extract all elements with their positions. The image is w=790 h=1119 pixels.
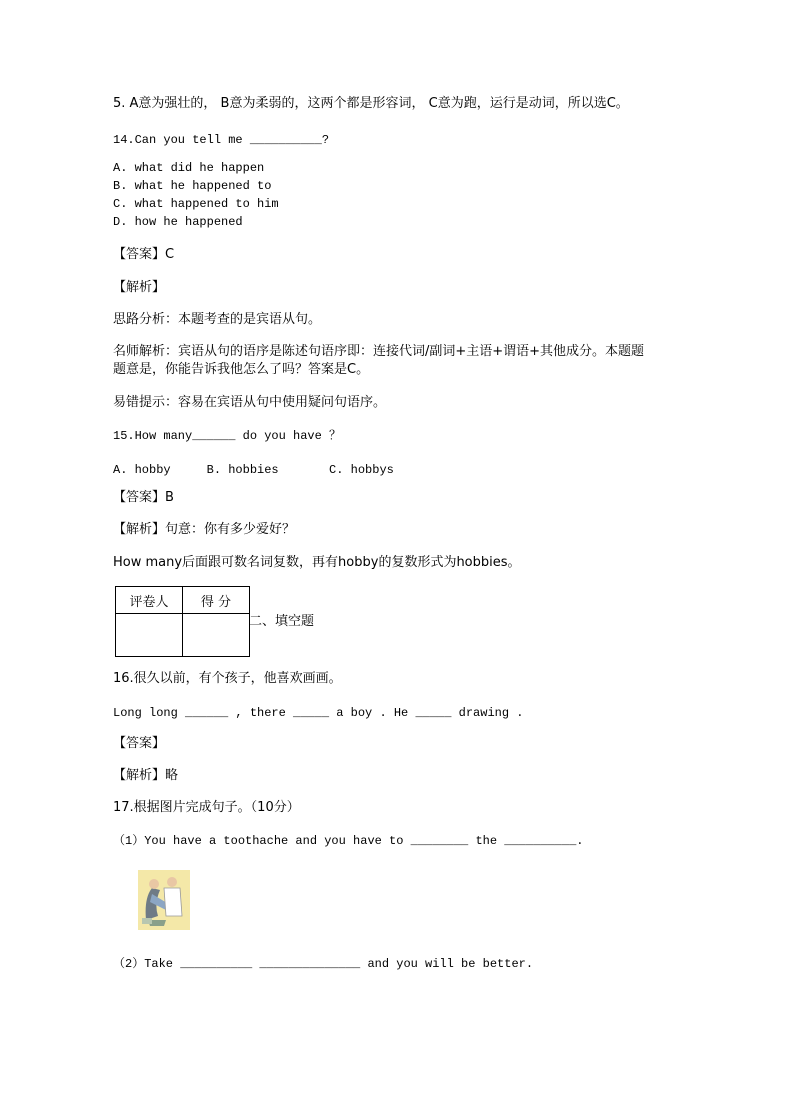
q14-analysis-2a: 名师解析：宾语从句的语序是陈述句语序即：连接代词/副词+主语+谓语+其他成分。本题题 <box>113 344 645 359</box>
q16-answer: 【答案】 <box>113 736 166 751</box>
q14-option-a: A. what did he happen <box>113 161 265 175</box>
score-header: 得 分 <box>183 587 250 614</box>
q17-item-1: （1）You have a toothache and you have to ________ the __________. <box>113 834 584 848</box>
q14-option-b: B. what he happened to <box>113 179 272 193</box>
q16-analysis: 【解析】略 <box>113 768 179 783</box>
q16-sentence: Long long ______ , there _____ a boy . He _____ drawing . <box>113 706 524 720</box>
score-cell <box>183 614 250 657</box>
section-title: 二、填空题 <box>249 614 315 629</box>
q13-explanation: 5. A意为强壮的， B意为柔弱的，这两个都是形容词， C意为跑，运行是动词，所以选C。 <box>113 96 629 111</box>
q15-analysis: 【解析】句意：你有多少爱好？ <box>113 522 296 537</box>
q14-answer: 【答案】C <box>113 247 175 262</box>
q15-answer: 【答案】B <box>113 490 174 505</box>
q14-analysis-1: 思路分析：本题考查的是宾语从句。 <box>113 312 322 327</box>
q15-note: How many后面跟可数名词复数，再有hobby的复数形式为hobbies。 <box>113 555 521 570</box>
q15-stem: 15.How many______ do you have ？ <box>113 429 342 443</box>
q17-stem: 17.根据图片完成句子。（10分） <box>113 800 300 815</box>
grader-cell <box>116 614 183 657</box>
q14-option-d: D. how he happened <box>113 215 243 229</box>
q14-analysis-2b: 题意是，你能告诉我他怎么了吗？答案是C。 <box>113 362 370 377</box>
dentist-image <box>138 870 190 930</box>
q14-analysis-title: 【解析】 <box>113 280 166 295</box>
grader-header: 评卷人 <box>116 587 183 614</box>
q15-options: A. hobby B. hobbies C. hobbys <box>113 463 394 477</box>
q14-stem: 14.Can you tell me __________? <box>113 133 330 147</box>
score-table <box>115 586 250 657</box>
q16-stem: 16.很久以前，有个孩子，他喜欢画画。 <box>113 671 342 686</box>
q17-item-2: （2）Take __________ ______________ and you will be better. <box>113 957 534 971</box>
q14-analysis-3: 易错提示：容易在宾语从句中使用疑问句语序。 <box>113 395 387 410</box>
q14-option-c: C. what happened to him <box>113 197 279 211</box>
